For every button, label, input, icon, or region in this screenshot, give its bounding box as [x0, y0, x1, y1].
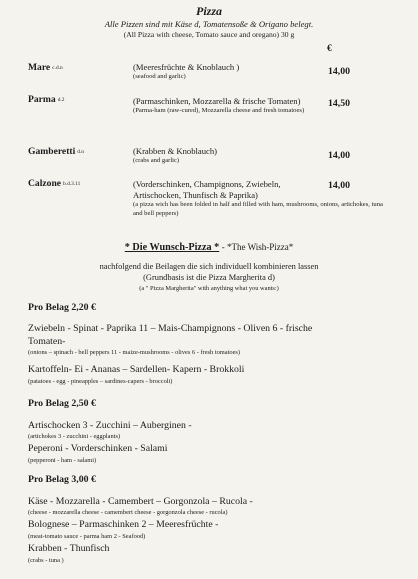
pizza-description-english: (Parma-ham (raw-cured), Mozzarella cheese and fresh tomatoes) — [133, 107, 305, 114]
pizza-price: 14,50 — [328, 98, 351, 109]
allergen-codes: d.n — [77, 149, 84, 155]
topping-line-english: (crabs - tuna ) — [28, 557, 64, 564]
pizza-name: Gamberetti d.n — [28, 146, 84, 157]
wish-pizza-intro: nachfolgend die Beilagen die sich individuell kombinieren lassen — [99, 262, 319, 271]
pizza-name: Parma d.2 — [28, 94, 65, 105]
allergen-codes: d.2 — [57, 97, 65, 103]
pizza-description-english: (a pizza wich has been folded in half and filled with ham, mushrooms, onions, artichokes, tuna and bell peppers) — [133, 201, 383, 217]
pizza-description-english: (seafood and garlic) — [133, 73, 186, 80]
topping-line-english: (patatoes - egg - pineapples – sardines-capers - broccoli) — [28, 378, 173, 385]
wish-pizza-english: (a " Pizza Margherita" with anything what you wants:) — [139, 285, 279, 292]
page-title: Pizza — [195, 4, 222, 18]
allergen-codes: b.d.3.11 — [63, 181, 81, 187]
topping-line: Bolognese – Parmaschinken 2 – Meeresfrüchte - — [28, 519, 219, 530]
topping-line: Peperoni - Vorderschinken - Salami — [28, 443, 168, 454]
pizza-name: Calzone b.d.3.11 — [28, 178, 81, 189]
pizza-price: 14,00 — [328, 150, 351, 161]
pizza-description: (Vorderschinken, Champignons, Zwiebeln, Artischocken, Thunfisch & Paprika) (a pizza wich has been folded in half and filled with ham, mushrooms, onions, artichokes, tuna and bell peppers) — [133, 179, 313, 218]
pizza-price: 14,00 — [328, 66, 351, 77]
topping-line-cont: Tomaten- — [28, 336, 66, 347]
topping-line: Krabben - Thunfisch — [28, 543, 110, 554]
topping-price-label: Pro Belag 2,50 € — [28, 398, 96, 409]
topping-price-label: Pro Belag 3,00 € — [28, 474, 96, 485]
allergen-codes: c.d.n — [52, 65, 63, 71]
topping-line-english: (pepperoni - ham - salami) — [28, 457, 97, 464]
pizza-description: (Parmaschinken, Mozzarella & frische Tomaten) (Parma-ham (raw-cured), Mozzarella cheese and fresh tomatoes) — [133, 96, 308, 116]
topping-line: Zwiebeln - Spinat - Paprika 11 – Mais-Champignons - Oliven 6 - frische — [28, 323, 313, 334]
page-subtitle-english: (All Pizza with cheese, Tomato sauce and oregano) 30 g — [123, 30, 295, 39]
topping-line-english: (cheese - mozzarella cheese - camembert cheese - gorgonzola cheese - rucola) — [28, 509, 228, 516]
pizza-description-english: (crabs and garlic) — [133, 157, 180, 164]
currency-symbol: € — [327, 44, 332, 54]
pizza-description: (Krabben & Knoblauch) (crabs and garlic) — [133, 146, 318, 166]
pizza-description: (Meeresfrüchte & Knoblauch ) (seafood and garlic) — [133, 62, 318, 82]
pizza-name: Mare c.d.n — [28, 62, 63, 73]
topping-line: Käse - Mozzarella - Camembert – Gorgonzola – Rucola - — [28, 496, 253, 507]
wish-pizza-heading: * Die Wunsch-Pizza * - *The Wish-Pizza* — [124, 242, 294, 253]
topping-line: Artischocken 3 - Zucchini – Auberginen - — [28, 420, 192, 431]
topping-price-label: Pro Belag 2,20 € — [28, 302, 96, 313]
topping-line-english: (meat-tomato sauce - parma ham 2 - Seafood) — [28, 533, 146, 540]
topping-line-english: (artichokes 3 - zucchini - eggplants) — [28, 433, 121, 440]
pizza-price: 14,00 — [328, 180, 351, 191]
wish-pizza-base: (Grundbasis ist die Pizza Margherita d) — [143, 273, 275, 282]
topping-line-english: (onions – spinach - bell peppers 11 - maize-mushrooms - olives 6 - fresh tomatoes) — [28, 349, 241, 356]
topping-line: Kartoffeln- Ei - Ananas – Sardellen- Kapern - Brokkoli — [28, 364, 245, 375]
page-subtitle: Alle Pizzen sind mit Käse d, Tomatensoße & Origano belegt. — [104, 19, 314, 29]
